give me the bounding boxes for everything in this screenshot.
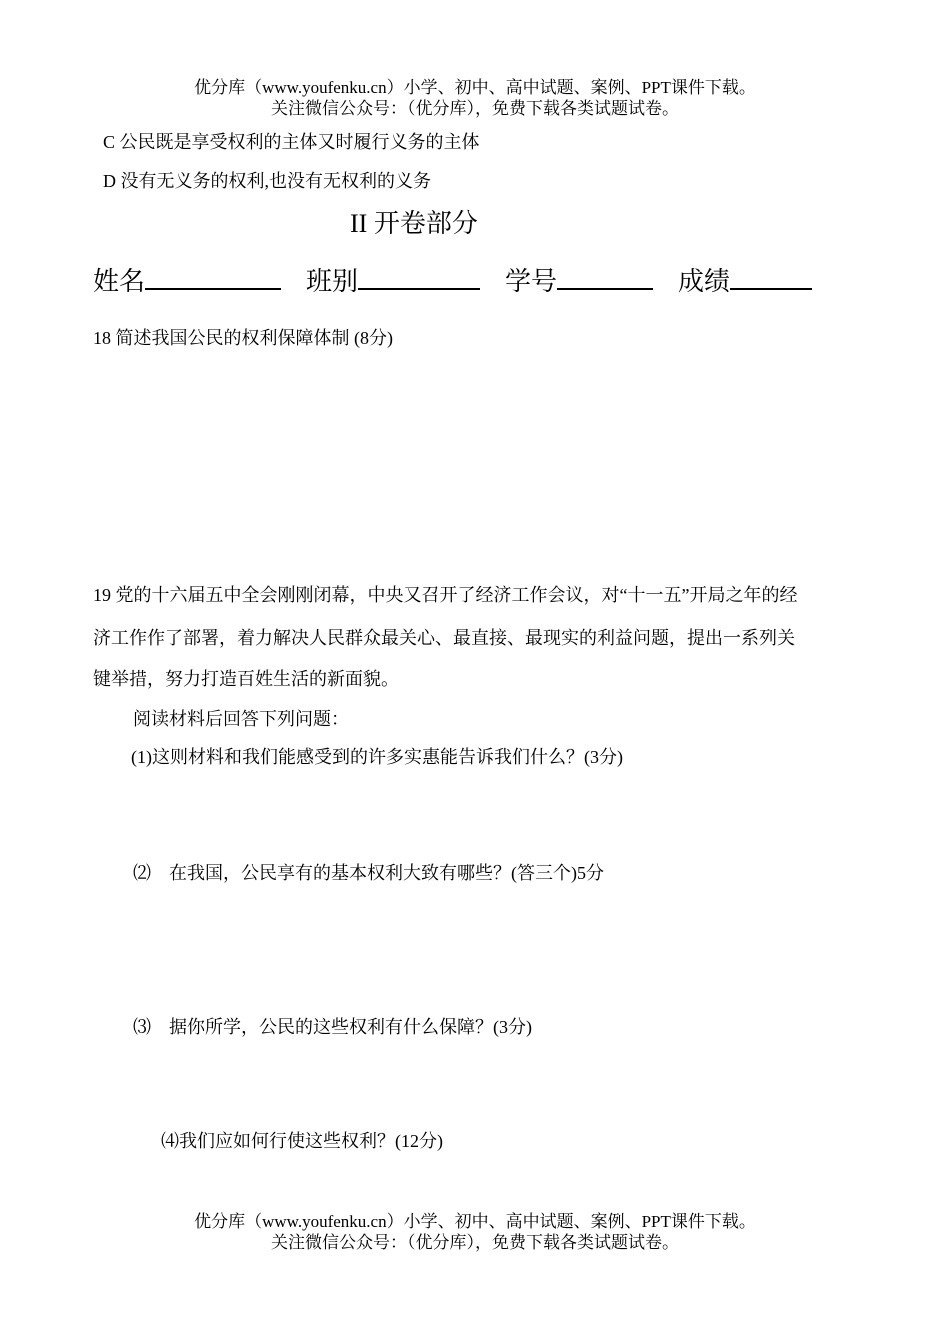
header-line-2: 关注微信公众号：（优分库），免费下载各类试题试卷。 <box>271 99 679 118</box>
header-line-1: 优分库（www.youfenku.cn）小学、初中、高中试题、案例、PPT课件下载。 <box>194 78 756 97</box>
name-blank[interactable] <box>145 264 281 290</box>
question-19-line-1: 19 党的十六届五中全会刚刚闭幕，中央又召开了经济工作会议，对“十一五”开局之年的经 <box>93 585 798 605</box>
student-info-row <box>93 261 812 298</box>
question-19-instruction: 阅读材料后回答下列问题： <box>133 709 349 729</box>
student-id-label: 学号 <box>505 267 558 296</box>
score-blank[interactable] <box>730 264 812 290</box>
question-19-sub-1: (1)这则材料和我们能感受到的许多实惠能告诉我们什么？(3分) <box>131 747 623 767</box>
footer-line-1: 优分库（www.youfenku.cn）小学、初中、高中试题、案例、PPT课件下载。 <box>194 1212 756 1231</box>
question-19-sub-4: ⑷我们应如何行使这些权利？(12分) <box>161 1131 443 1151</box>
question-19-line-2: 济工作作了部署，着力解决人民群众最关心、最直接、最现实的利益问题，提出一系列关 <box>93 628 795 648</box>
name-label: 姓名 <box>93 267 146 296</box>
footer-line-2: 关注微信公众号：（优分库），免费下载各类试题试卷。 <box>271 1233 679 1252</box>
question-18: 18 简述我国公民的权利保障体制 (8分) <box>93 328 393 348</box>
option-c: C 公民既是享受权利的主体又时履行义务的主体 <box>103 132 480 152</box>
option-d: D 没有无义务的权利,也没有无权利的义务 <box>103 171 431 191</box>
question-19-line-3: 键举措，努力打造百姓生活的新面貌。 <box>93 669 399 689</box>
class-blank[interactable] <box>358 264 480 290</box>
question-19-sub-3: ⑶ 据你所学，公民的这些权利有什么保障？(3分) <box>133 1017 532 1037</box>
student-id-blank[interactable] <box>557 264 653 290</box>
score-label: 成绩 <box>678 267 731 296</box>
class-label: 班别 <box>306 267 359 296</box>
section-title: II 开卷部分 <box>350 209 478 238</box>
question-19-sub-2: ⑵ 在我国，公民享有的基本权利大致有哪些？(答三个)5分 <box>133 863 604 883</box>
